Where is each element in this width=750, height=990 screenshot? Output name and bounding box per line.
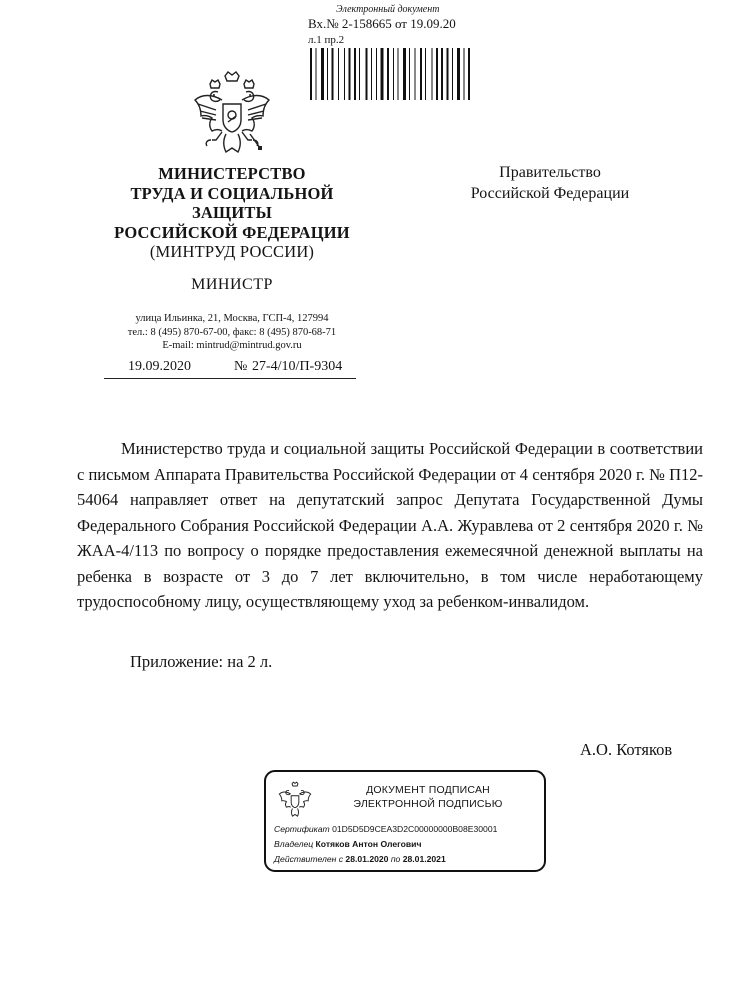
barcode-bar (344, 48, 345, 100)
valid-from-prefix: с (338, 854, 344, 864)
barcode-bar (338, 48, 339, 100)
organization-name (100, 164, 364, 262)
org-phones: тел.: 8 (495) 870-67-00, факс: 8 (495) 870-68-71 (127, 326, 337, 338)
russian-coat-of-arms-icon (192, 70, 272, 158)
appendix-note: Приложение: на 2 л. (130, 652, 273, 671)
barcode-bar (376, 48, 377, 100)
barcode-bar (457, 48, 460, 100)
org-contacts (100, 312, 364, 353)
barcode-bar (415, 48, 416, 100)
registration-stamp (300, 4, 470, 46)
barcode-bar (447, 48, 449, 100)
number-sign: № (234, 359, 248, 374)
sender-position: МИНИСТР (191, 276, 273, 293)
addressee-line-1: Правительство (499, 164, 601, 181)
validity-label: Действителен (274, 854, 337, 864)
barcode-bar (310, 48, 312, 100)
outgoing-number: 27-4/10/П-9304 (252, 359, 343, 374)
signer-name: А.О. Котяков (580, 740, 673, 759)
certificate-row (274, 822, 497, 837)
letter-body: Министерство труда и социальной защиты Российской Федерации в соответствии с письмом Аппарата Правительства Российской Федерации от 4 сентября 2020 г. № П12-54064 направляет ответ на депутатский запрос Депутата Государственной Думы Федерального Собрания Российской Федерации А.А. Журавлева от 2 сентября 2020 г. № ЖАА-4/113 по вопросу о порядке предоставления ежемесячной денежной выплаты на ребенка в возрасте от 3 до 7 лет включительно, в том числе неработающему трудоспособному лицу, осуществляющему уход за ребенком-инвалидом. (77, 439, 703, 611)
org-line-4: РОССИЙСКОЙ ФЕДЕРАЦИИ (114, 222, 350, 242)
barcode-bar (371, 48, 372, 100)
outgoing-date-number (104, 358, 356, 379)
signature-details (274, 822, 497, 867)
valid-to-prefix: по (390, 854, 401, 864)
barcode-bar (321, 48, 324, 100)
signature-stamp-title (318, 783, 538, 811)
org-line-1: МИНИСТЕРСТВО (158, 164, 306, 183)
outgoing-date: 19.09.2020 (128, 359, 191, 374)
barcode-bar (316, 48, 317, 100)
barcode-bar (452, 48, 453, 100)
barcode-bar (354, 48, 356, 100)
certificate-value: 01D5D5D9CEA3D2C00000000B08E30001 (332, 824, 498, 834)
barcode-icon (308, 48, 478, 100)
owner-label: Владелец (274, 839, 314, 849)
signature-stamp-title-line-1: ДОКУМЕНТ ПОДПИСАН (366, 784, 490, 796)
owner-value: Котяков Антон Олегович (315, 839, 422, 849)
org-email: E-mail: mintrud@mintrud.gov.ru (162, 340, 302, 351)
barcode-bar (398, 48, 399, 100)
electronic-signature-stamp (264, 770, 546, 872)
barcode-bar (387, 48, 389, 100)
addressee-line-2: Российской Федерации (470, 185, 630, 202)
org-line-2: ТРУДА И СОЦИАЛЬНОЙ (130, 183, 334, 203)
validity-row (274, 852, 497, 867)
registration-number: Вх.№ 2-158665 от 19.09.20 (308, 16, 456, 31)
barcode-bar (441, 48, 443, 100)
owner-row (274, 837, 497, 852)
certificate-label: Сертификат (274, 824, 330, 834)
barcode-bar (409, 48, 410, 100)
barcode-bar (420, 48, 422, 100)
valid-to-date: 28.01.2021 (402, 854, 446, 864)
barcode-bar (403, 48, 406, 100)
valid-from-date: 28.01.2020 (345, 854, 389, 864)
barcode-bar (468, 48, 470, 100)
barcode-bar (366, 48, 368, 100)
barcode-bar (349, 48, 351, 100)
barcode-bar (381, 48, 384, 100)
russian-coat-of-arms-icon (278, 780, 312, 820)
barcode-bar (425, 48, 426, 100)
registration-pages: л.1 пр.2 (308, 34, 345, 46)
barcode-bar (327, 48, 328, 100)
barcode-bar (332, 48, 334, 100)
barcode-bar (432, 48, 433, 100)
org-short-name: (МИНТРУД РОССИИ) (149, 242, 315, 261)
barcode-bar (359, 48, 360, 100)
signature-stamp-title-line-2: ЭЛЕКТРОННОЙ ПОДПИСЬЮ (353, 798, 503, 810)
addressee (440, 162, 660, 204)
org-line-3: ЗАЩИТЫ (192, 203, 272, 222)
org-address: улица Ильинка, 21, Москва, ГСП-4, 127994 (135, 313, 329, 324)
barcode-bar (393, 48, 394, 100)
registration-stamp-type: Электронный документ (336, 4, 440, 15)
barcode-bar (464, 48, 465, 100)
barcode-bar (436, 48, 438, 100)
